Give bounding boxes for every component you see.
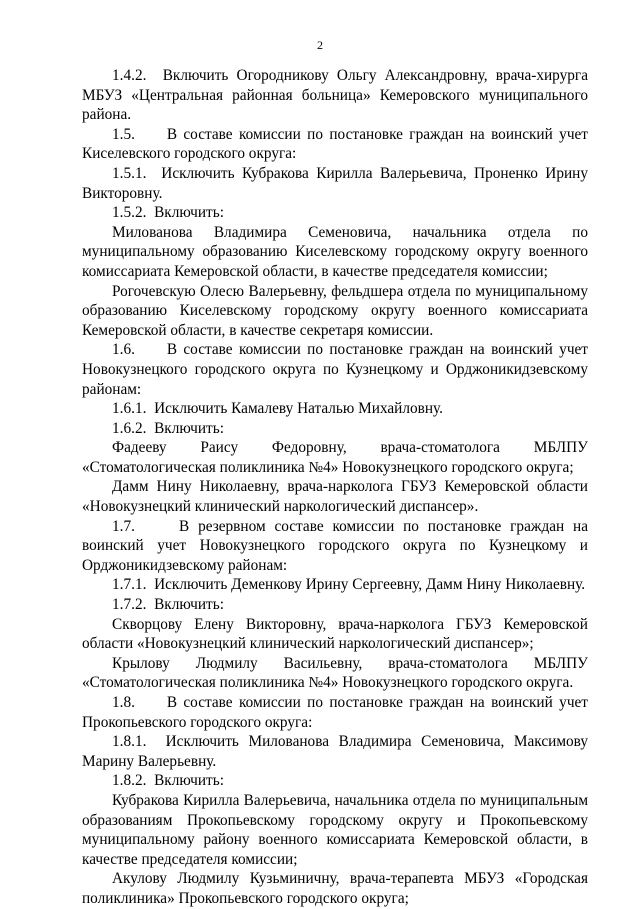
paragraph-fadeeva: Фадееву Раису Федоровну, врача-стоматолога МБЛПУ «Стоматологическая поликлиника №4» Новокузнецкого городского округа; [82,439,588,476]
paragraph-1-8: 1.8. В составе комиссии по постановке граждан на воинский учет Прокопьевского городского округа: [82,694,588,731]
paragraph-krylova: Крылову Людмилу Васильевну, врача-стоматолога МБЛПУ «Стоматологическая поликлиника №4» Новокузнецкого городского округа. [82,654,588,692]
paragraph-1-6-2: 1.6.2. Включить: [112,419,224,437]
paragraph-1-5: 1.5. В составе комиссии по постановке граждан на воинский учет Киселевского городского округа: [82,125,588,163]
paragraph-1-7-2: 1.7.2. Включить: [112,596,224,614]
paragraph-1-5-2: 1.5.2. Включить: [112,204,224,222]
paragraph-1-7: 1.7. В резервном составе комиссии по постановке граждан на воинский учет Новокузнецкого городского округа по Кузнецкому и Орджоникидзевскому районам: [82,517,588,574]
document-body [82,66,588,909]
paragraph-1-8-1: 1.8.1. Исключить Милованова Владимира Семеновича, Максимову Марину Валерьевну. [82,733,588,770]
paragraph-skvortsova: Скворцову Елену Викторовну, врача-нарколога ГБУЗ Кемеровской области «Новокузнецкий клинический наркологический диспансер»; [82,615,588,653]
paragraph-damm: Дамм Нину Николаевну, врача-нарколога ГБУЗ Кемеровской области «Новокузнецкий клинический наркологический диспансер». [82,478,588,516]
paragraph-rogochevskaya: Рогочевскую Олесю Валерьевну, фельдшера отдела по муниципальному образованию Киселевскому городскому округу военного комиссариата Кемеровской области, в качестве секретаря комиссии. [82,282,588,339]
paragraph-akulova: Акулову Людмилу Кузьминичну, врача-терапевта МБУЗ «Городская поликлиника» Прокопьевского городского округа; [82,870,588,907]
paragraph-1-5-1: 1.5.1. Исключить Кубракова Кирилла Валерьевича, Проненко Ирину Викторовну. [82,164,588,202]
paragraph-1-7-1: 1.7.1. Исключить Деменкову Ирину Сергеевну, Дамм Нину Николаевну. [112,576,586,594]
paragraph-1-8-2: 1.8.2. Включить: [112,772,224,790]
paragraph-1-4-2: 1.4.2. Включить Огородникову Ольгу Александровну, врача-хирурга МБУЗ «Центральная районная больница» Кемеровского муниципального района. [82,67,588,124]
page-number: 2 [317,38,323,52]
paragraph-1-6-1: 1.6.1. Исключить Камалеву Наталью Михайловну. [112,400,444,418]
paragraph-milovanov: Милованова Владимира Семеновича, начальника отдела по муниципальному образованию Киселевскому городскому округу военного комиссариата Кемеровской области, в качестве председателя комиссии; [82,223,588,280]
paragraph-kubrakov: Кубракова Кирилла Валерьевича, начальника отдела по муниципальным образованиям Прокопьевскому городскому округу и Прокопьевскому муниципальному району военного комиссариата Кемеровской области, в качестве председателя комиссии; [82,791,588,868]
paragraph-1-6: 1.6. В составе комиссии по постановке граждан на воинский учет Новокузнецкого городского округа по Кузнецкому и Орджоникидзевскому районам: [82,341,588,398]
